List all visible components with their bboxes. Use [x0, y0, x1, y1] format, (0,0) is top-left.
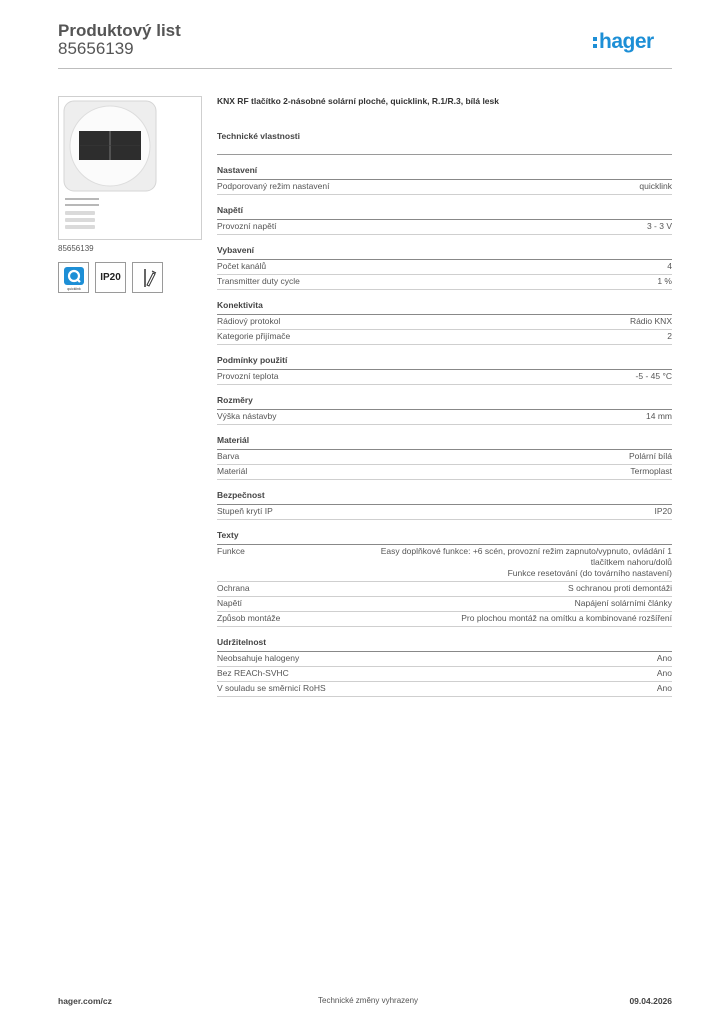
- spec-value: 3 - 3 V: [646, 221, 672, 231]
- spec-label: Neobsahuje halogeny: [217, 653, 300, 663]
- spec-sheet: [217, 96, 672, 697]
- spec-row: [217, 465, 672, 480]
- spec-label: Barva: [217, 451, 240, 461]
- spec-row: [217, 260, 672, 275]
- product-title: KNX RF tlačítko 2-násobné solární ploché, quicklink, R.1/R.3, bílá lesk: [217, 96, 499, 106]
- spec-label: Bez REACh-SVHC: [217, 668, 289, 678]
- spec-label: Počet kanálů: [217, 261, 267, 271]
- spec-value: 1 %: [657, 276, 672, 286]
- spec-label: Stupeň krytí IP: [217, 506, 273, 516]
- spec-group: [217, 520, 672, 627]
- spec-group: [217, 290, 672, 345]
- spec-row: [217, 682, 672, 697]
- spec-row: [217, 180, 672, 195]
- page-title: Produktový list: [58, 21, 181, 40]
- ip20-icon: [95, 262, 126, 293]
- spec-group: [217, 627, 672, 697]
- spec-heading: Technické vlastnosti: [217, 131, 300, 141]
- spec-group: [217, 480, 672, 520]
- spec-group: [217, 345, 672, 385]
- product-number: 85656139: [58, 39, 134, 58]
- ip20-label: IP20: [100, 272, 121, 283]
- spec-value: Easy doplňkové funkce: +6 scén, provozní režim zapnuto/vypnuto, ovládání 1 tlačítkem nahoru/dolů Funkce resetování (do továrního nastavení): [380, 546, 672, 578]
- spec-value: -5 - 45 °C: [635, 371, 672, 381]
- spec-group-title: Napětí: [217, 205, 243, 215]
- spec-group-title: Konektivita: [217, 300, 263, 310]
- spec-value: Ano: [656, 668, 672, 678]
- spec-value: Napájení solárními články: [574, 598, 672, 608]
- spec-value: Termoplast: [630, 466, 672, 476]
- spec-label: Napětí: [217, 598, 243, 608]
- spec-value: S ochranou proti demontáži: [568, 583, 672, 593]
- spec-group-title: Rozměry: [217, 395, 253, 405]
- hager-logo: [593, 28, 675, 56]
- spec-label: Funkce: [217, 546, 245, 556]
- spec-row: [217, 597, 672, 612]
- spec-row: [217, 612, 672, 627]
- spec-row: [217, 220, 672, 235]
- spec-label: Kategorie přijímače: [217, 331, 291, 341]
- spec-group-title: Bezpečnost: [217, 490, 265, 500]
- spec-row: [217, 450, 672, 465]
- spec-group-title: Udržitelnost: [217, 637, 267, 647]
- spec-group: [217, 155, 672, 195]
- spec-value: Pro plochou montáž na omítku a kombinované rozšíření: [461, 613, 672, 623]
- spec-group: [217, 385, 672, 425]
- spec-label: Provozní napětí: [217, 221, 277, 231]
- quicklink-icon: [58, 262, 89, 293]
- spec-row: [217, 330, 672, 345]
- spec-value: Ano: [656, 653, 672, 663]
- spec-value: 4: [667, 261, 672, 271]
- surface-mount-icon: [132, 262, 163, 293]
- spec-label: V souladu se směrnicí RoHS: [217, 683, 326, 693]
- image-caption: 85656139: [58, 244, 94, 253]
- spec-label: Rádiový protokol: [217, 316, 281, 326]
- spec-label: Ochrana: [217, 583, 250, 593]
- spec-groups: [217, 155, 672, 697]
- spec-value: Ano: [656, 683, 672, 693]
- spec-group-title: Materiál: [217, 435, 250, 445]
- footer-website: hager.com/cz: [58, 996, 112, 1006]
- spec-label: Transmitter duty cycle: [217, 276, 300, 286]
- spec-row: [217, 315, 672, 330]
- spec-group-title: Nastavení: [217, 165, 258, 175]
- spec-row: [217, 505, 672, 520]
- spec-row: [217, 275, 672, 290]
- spec-row: [217, 652, 672, 667]
- spec-group-title: Vybavení: [217, 245, 255, 255]
- spec-value: 2: [667, 331, 672, 341]
- spec-group: [217, 425, 672, 480]
- spec-value: IP20: [654, 506, 672, 516]
- spec-value: 14 mm: [646, 411, 672, 421]
- spec-label: Podporovaný režim nastavení: [217, 181, 330, 191]
- spec-label: Způsob montáže: [217, 613, 281, 623]
- spec-row: [217, 410, 672, 425]
- spec-row: [217, 667, 672, 682]
- spec-row: [217, 370, 672, 385]
- spec-label: Provozní teplota: [217, 371, 279, 381]
- header-divider: [58, 68, 672, 69]
- spec-group-title: Texty: [217, 530, 239, 540]
- spec-label: Výška nástavby: [217, 411, 277, 421]
- product-image: [58, 96, 202, 240]
- spec-row: [217, 582, 672, 597]
- spec-value: Rádio KNX: [629, 316, 672, 326]
- spec-group: [217, 195, 672, 235]
- spec-value: quicklink: [639, 181, 672, 191]
- spec-label: Materiál: [217, 466, 248, 476]
- spec-row: [217, 545, 672, 582]
- spec-value: Polární bílá: [629, 451, 672, 461]
- footer-date: 09.04.2026: [629, 996, 672, 1006]
- svg-text:quicklink: quicklink: [66, 286, 81, 291]
- spec-group-title: Podmínky použití: [217, 355, 288, 365]
- feature-icons: [58, 262, 163, 293]
- logo-text: hager: [599, 30, 654, 53]
- spec-group: [217, 235, 672, 290]
- footer-note: Technické změny vyhrazeny: [318, 996, 419, 1005]
